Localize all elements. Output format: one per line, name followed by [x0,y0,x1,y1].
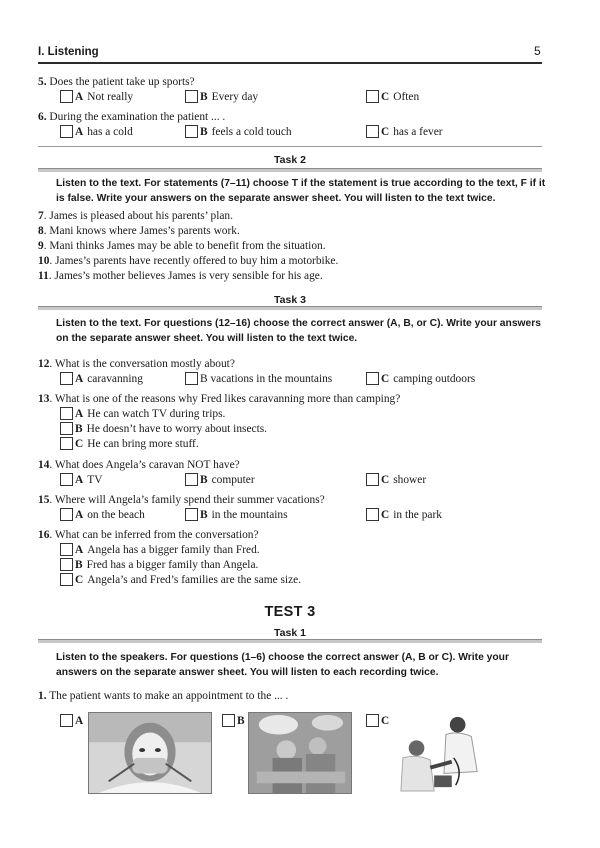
checkbox[interactable] [60,90,73,103]
task-2-title: Task 2 [274,154,306,166]
statement-10: 10. James’s parents have recently offered to buy him a motorbike. [38,255,339,267]
checkbox[interactable] [60,473,73,486]
question-15: 15. Where will Angela’s family spend their summer vacations? [38,494,325,506]
q13-option-a[interactable]: A He can watch TV during trips. [60,407,225,420]
q5-option-b[interactable]: B Every day [185,90,258,103]
checkbox[interactable] [60,422,73,435]
task-rule [38,168,542,172]
checkbox[interactable] [366,90,379,103]
q15-option-a[interactable]: A on the beach [60,508,145,521]
q14-option-a[interactable]: A TV [60,473,102,486]
test-3-title: TEST 3 [264,604,316,620]
test-3-task-1-title: Task 1 [274,627,306,639]
checkbox[interactable] [60,573,73,586]
checkbox[interactable] [185,473,198,486]
task-3-title: Task 3 [274,294,306,306]
header-rule [38,62,542,64]
checkbox[interactable] [366,714,379,727]
checkbox[interactable] [60,372,73,385]
task-3-instruction: Listen to the text. For questions (12–16) choose the correct answer (A, B, or C). Write your answers on the separate answer sheet. You will listen to the text twice. [56,318,542,344]
picture-option-c[interactable]: C [366,714,393,727]
q6-option-b[interactable]: B feels a cold touch [185,125,292,138]
statement-7: 7. James is pleased about his parents’ plan. [38,210,233,222]
checkbox[interactable] [60,125,73,138]
dentist-image [89,713,211,793]
checkbox[interactable] [60,407,73,420]
checkbox[interactable] [185,125,198,138]
section-title: I. Listening [38,46,99,58]
checkbox[interactable] [60,437,73,450]
checkbox[interactable] [185,508,198,521]
checkbox[interactable] [60,714,73,727]
checkbox[interactable] [222,714,235,727]
picture-option-b[interactable]: B [222,714,249,727]
question-16: 16. What can be inferred from the conversation? [38,529,259,541]
checkbox[interactable] [185,372,198,385]
checkbox[interactable] [366,473,379,486]
q13-option-c[interactable]: C He can bring more stuff. [60,437,199,450]
photo-surgery[interactable] [248,712,352,794]
q6-option-a[interactable]: A has a cold [60,125,133,138]
question-12: 12. What is the conversation mostly about? [38,358,235,370]
blood-pressure-image [395,713,487,793]
page-number: 5 [534,44,541,58]
checkbox[interactable] [60,508,73,521]
q16-option-a[interactable]: A Angela has a bigger family than Fred. [60,543,260,556]
question-14: 14. What does Angela’s caravan NOT have? [38,459,240,471]
checkbox[interactable] [366,508,379,521]
checkbox[interactable] [60,543,73,556]
q12-option-c[interactable]: C camping outdoors [366,372,475,385]
checkbox[interactable] [366,372,379,385]
q15-option-c[interactable]: C in the park [366,508,442,521]
checkbox[interactable] [185,90,198,103]
q5-option-a[interactable]: A Not really [60,90,133,103]
q14-option-b[interactable]: B computer [185,473,255,486]
q12-option-b[interactable]: B vacations in the mountains [185,372,332,385]
statement-8: 8. Mani knows where James’s parents work. [38,225,240,237]
q13-option-b[interactable]: B He doesn’t have to worry about insects. [60,422,267,435]
statement-9: 9. Mani thinks James may be able to benefit from the situation. [38,240,326,252]
question-5: 5. Does the patient take up sports? [38,76,195,88]
q14-option-c[interactable]: C shower [366,473,426,486]
photo-dentist[interactable] [88,712,212,794]
test-3-task-1-instruction: Listen to the speakers. For questions (1–6) choose the correct answer (A, B or C). Write your answers on the separate answer sheet. You will listen to each recording twice. [56,652,509,678]
photo-blood-pressure[interactable] [394,712,488,794]
q16-option-b[interactable]: B Fred has a bigger family than Angela. [60,558,258,571]
q15-option-b[interactable]: B in the mountains [185,508,288,521]
divider [38,146,542,147]
checkbox[interactable] [366,125,379,138]
checkbox[interactable] [60,558,73,571]
question-13: 13. What is one of the reasons why Fred likes caravanning more than camping? [38,393,401,405]
q16-option-c[interactable]: C Angela’s and Fred’s families are the same size. [60,573,301,586]
question-6: 6. During the examination the patient ... . [38,111,226,123]
task-rule [38,639,542,643]
test-3-question-1: 1. The patient wants to make an appointment to the ... . [38,690,289,702]
statement-11: 11. James’s mother believes James is very sensible for his age. [38,270,323,282]
picture-option-a[interactable]: A [60,714,87,727]
surgery-image [249,713,351,793]
q5-option-c[interactable]: C Often [366,90,419,103]
q6-option-c[interactable]: C has a fever [366,125,443,138]
task-2-instruction: Listen to the text. For statements (7–11) choose T if the statement is true according to the text, F if it is false. Write your answers on the separate answer sheet. You will listen to the text twice. [56,178,546,204]
task-rule [38,306,542,310]
q12-option-a[interactable]: A caravanning [60,372,143,385]
